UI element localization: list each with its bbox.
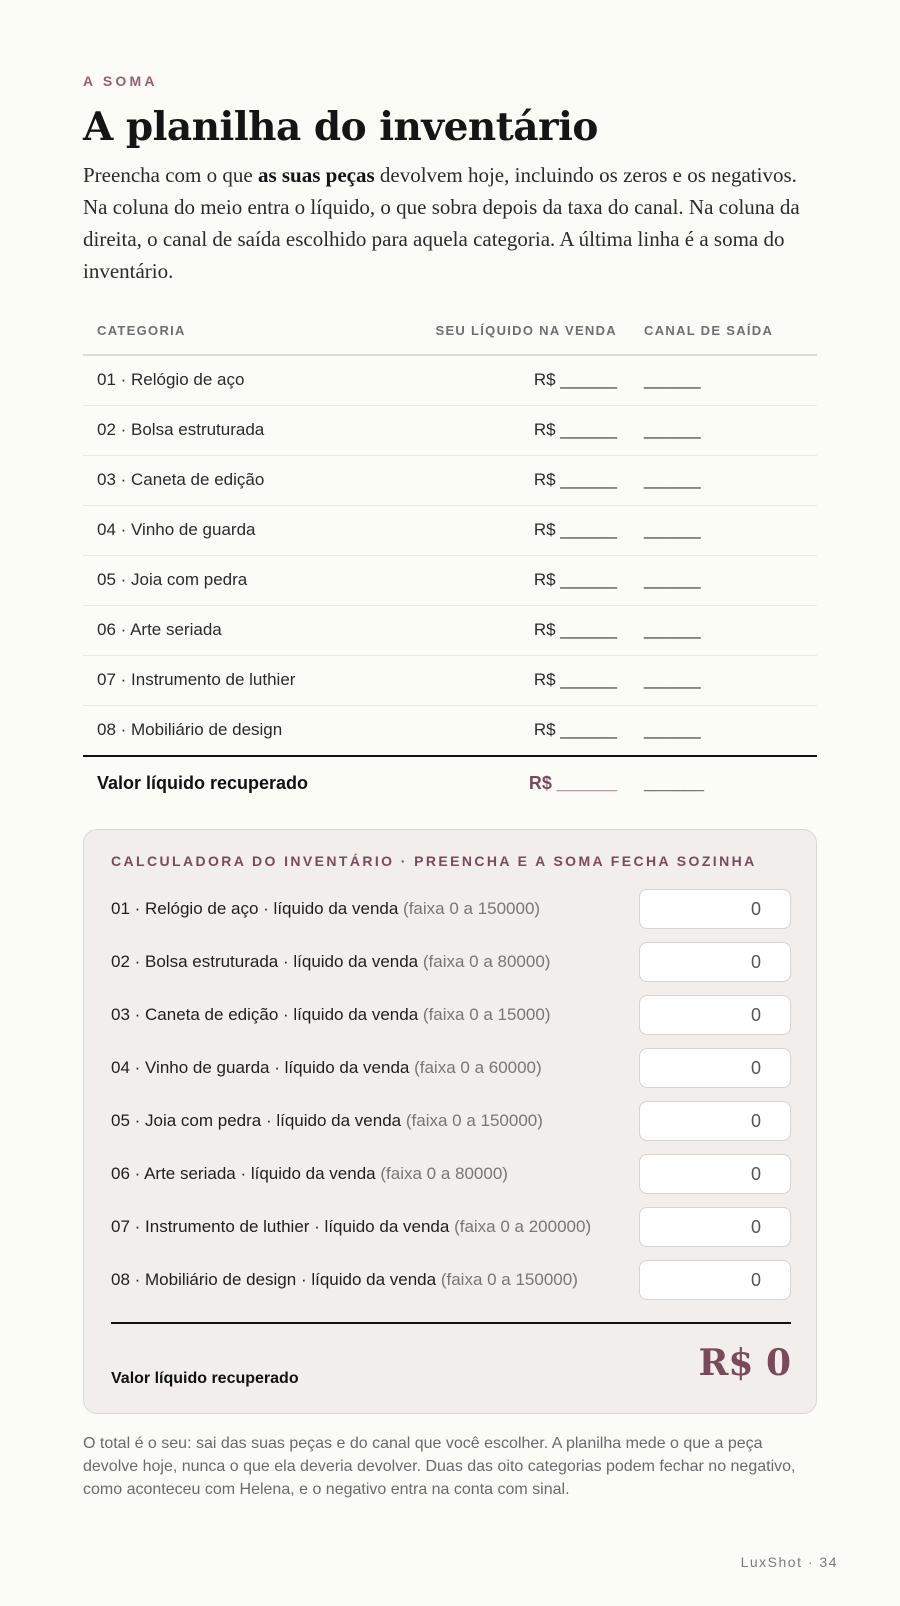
calculator-row: [111, 1153, 791, 1197]
intro-text-post: devolvem hoje, incluindo os zeros e os negativos. Na coluna do meio entra o líquido, o que sobra depois da taxa do canal. Na coluna da direita, o canal de saída escolhido para aquela categoria. A última linha é a soma do inventário.: [83, 163, 800, 283]
header-categoria: CATEGORIA: [97, 323, 186, 338]
item-label: 06 · Arte seriada · líquido da venda: [111, 1164, 376, 1183]
calculator-row: [111, 1206, 791, 1250]
row-categoria: 01 · Relógio de aço: [97, 370, 245, 389]
item-range: (faixa 0 a 80000): [422, 952, 551, 971]
footnote: O total é o seu: sai das suas peças e do canal que você escolher. A planilha mede o que a peça devolve hoje, nunca o que ela deveria devolver. Duas das oito categorias podem fechar no negativo, como aconteceu com Helena, e o negativo entra na conta com sinal.: [83, 1435, 796, 1498]
row-liquido: R$ ______: [533, 720, 617, 739]
row-canal: ______: [644, 670, 701, 689]
item-label: 08 · Mobiliário de design · líquido da venda: [111, 1270, 437, 1289]
calculator-row-label: [111, 1111, 543, 1131]
calculator-row-label: [111, 1058, 542, 1078]
intro-paragraph: [83, 159, 817, 287]
item-value-input[interactable]: [639, 942, 791, 982]
row-liquido: R$ ______: [533, 670, 617, 689]
row-canal: ______: [644, 620, 701, 639]
calculator-row: [111, 994, 791, 1038]
calculator-row: [111, 1047, 791, 1091]
total-label: Valor líquido recuperado: [97, 773, 309, 793]
item-range: (faixa 0 a 80000): [380, 1164, 508, 1183]
calculator-row: [111, 941, 791, 985]
item-value-input[interactable]: [639, 1260, 791, 1300]
row-liquido: R$ ______: [533, 420, 617, 439]
item-label: 02 · Bolsa estruturada · líquido da venda: [111, 952, 419, 971]
item-range: (faixa 0 a 15000): [422, 1005, 551, 1024]
row-liquido: R$ ______: [533, 470, 617, 489]
calculator-row: [111, 1100, 791, 1144]
row-categoria: 02 · Bolsa estruturada: [97, 420, 265, 439]
row-liquido: R$ ______: [533, 620, 617, 639]
row-liquido: R$ ______: [533, 520, 617, 539]
row-categoria: 05 · Joia com pedra: [97, 570, 248, 589]
table-row: [83, 606, 817, 656]
row-categoria: 03 · Caneta de edição: [97, 470, 265, 489]
page-title: A planilha do inventário: [83, 104, 598, 150]
table-header: [83, 310, 817, 356]
table-row: [83, 456, 817, 506]
row-canal: ______: [644, 470, 701, 489]
row-canal: ______: [644, 420, 701, 439]
table-row: [83, 406, 817, 456]
section-eyebrow: A SOMA: [83, 73, 158, 89]
inventory-calculator: [83, 829, 817, 1414]
table-row: [83, 706, 817, 755]
calculator-row-label: [111, 1270, 578, 1290]
calculator-row-label: [111, 952, 550, 972]
item-label: 01 · Relógio de aço · líquido da venda: [111, 899, 399, 918]
item-value-input[interactable]: [639, 1207, 791, 1247]
table-total-row: [83, 755, 817, 809]
item-label: 03 · Caneta de edição · líquido da venda: [111, 1005, 419, 1024]
item-value-input[interactable]: [639, 889, 791, 929]
row-liquido: R$ ______: [533, 370, 617, 389]
item-range: (faixa 0 a 150000): [403, 899, 541, 918]
calculator-divider: [111, 1322, 791, 1324]
item-value-input[interactable]: [639, 1048, 791, 1088]
row-categoria: 06 · Arte seriada: [97, 620, 222, 639]
calculator-total-label: Valor líquido recuperado: [111, 1370, 299, 1387]
item-value-input[interactable]: [639, 1154, 791, 1194]
item-range: (faixa 0 a 150000): [405, 1111, 543, 1130]
row-canal: ______: [644, 520, 701, 539]
calculator-row-label: [111, 1217, 591, 1237]
intro-text-pre: Preencha com o que: [83, 163, 258, 187]
page-footer: LuxShot · 34: [740, 1554, 838, 1570]
row-categoria: 07 · Instrumento de luthier: [97, 670, 296, 689]
table-row: [83, 506, 817, 556]
item-label: 05 · Joia com pedra · líquido da venda: [111, 1111, 402, 1130]
table-row: [83, 556, 817, 606]
item-range: (faixa 0 a 200000): [454, 1217, 592, 1236]
intro-text-bold: as suas peças: [257, 163, 375, 187]
inventory-table: [83, 310, 817, 809]
calculator-row-label: [111, 1164, 508, 1184]
item-label: 07 · Instrumento de luthier · líquido da venda: [111, 1217, 450, 1236]
row-canal: ______: [644, 370, 701, 389]
table-row: [83, 656, 817, 706]
row-canal: ______: [644, 570, 701, 589]
calculator-row: [111, 1259, 791, 1303]
table-row: [83, 356, 817, 406]
row-canal: ______: [644, 720, 701, 739]
total-canal: ______: [644, 773, 705, 793]
calculator-total-value: R$ 0: [698, 1342, 791, 1384]
calculator-row-label: [111, 899, 540, 919]
item-value-input[interactable]: [639, 995, 791, 1035]
row-liquido: R$ ______: [533, 570, 617, 589]
row-categoria: 08 · Mobiliário de design: [97, 720, 283, 739]
header-canal: CANAL DE SAÍDA: [644, 323, 774, 338]
item-label: 04 · Vinho de guarda · líquido da venda: [111, 1058, 410, 1077]
header-liquido: SEU LÍQUIDO NA VENDA: [435, 323, 617, 338]
item-range: (faixa 0 a 60000): [414, 1058, 542, 1077]
calculator-title: CALCULADORA DO INVENTÁRIO · PREENCHA E A SOMA FECHA SOZINHA: [111, 853, 757, 869]
item-value-input[interactable]: [639, 1101, 791, 1141]
item-range: (faixa 0 a 150000): [440, 1270, 578, 1289]
total-liquido: R$ ______: [528, 773, 617, 793]
calculator-row: [111, 888, 791, 932]
row-categoria: 04 · Vinho de guarda: [97, 520, 256, 539]
calculator-row-label: [111, 1005, 551, 1025]
